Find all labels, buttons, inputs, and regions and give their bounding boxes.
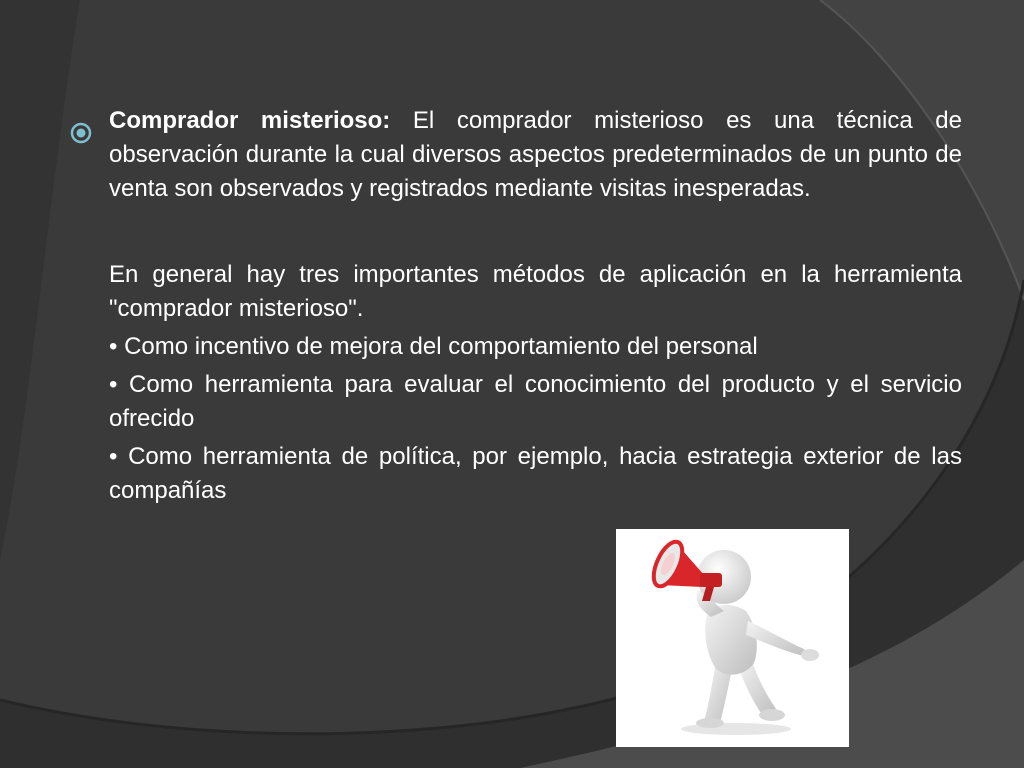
method-item: • Como herramienta para evaluar el conocimiento del producto y el servicio ofrecido xyxy=(109,371,962,432)
method-item: • Como herramienta de política, por ejemplo, hacia estrategia exterior de las compañías xyxy=(109,443,962,504)
method-item: • Como incentivo de mejora del comportamiento del personal xyxy=(109,333,758,360)
megaphone-person-icon xyxy=(616,529,849,747)
main-bullet-paragraph xyxy=(109,104,962,206)
slide-body-text xyxy=(109,104,962,512)
methods-intro-paragraph: En general hay tres importantes métodos de aplicación en la herramienta "comprador misterioso". xyxy=(109,261,962,322)
main-bullet-title: Comprador misterioso: xyxy=(109,107,391,134)
circle-dot-bullet-icon xyxy=(69,121,93,145)
person-with-megaphone-illustration xyxy=(616,529,849,747)
main-bullet-body: El comprador misterioso es una técnica de observación durante la cual diversos aspectos predeterminados de un punto de venta son observados y registrados mediante visitas inesperadas. xyxy=(109,107,962,202)
